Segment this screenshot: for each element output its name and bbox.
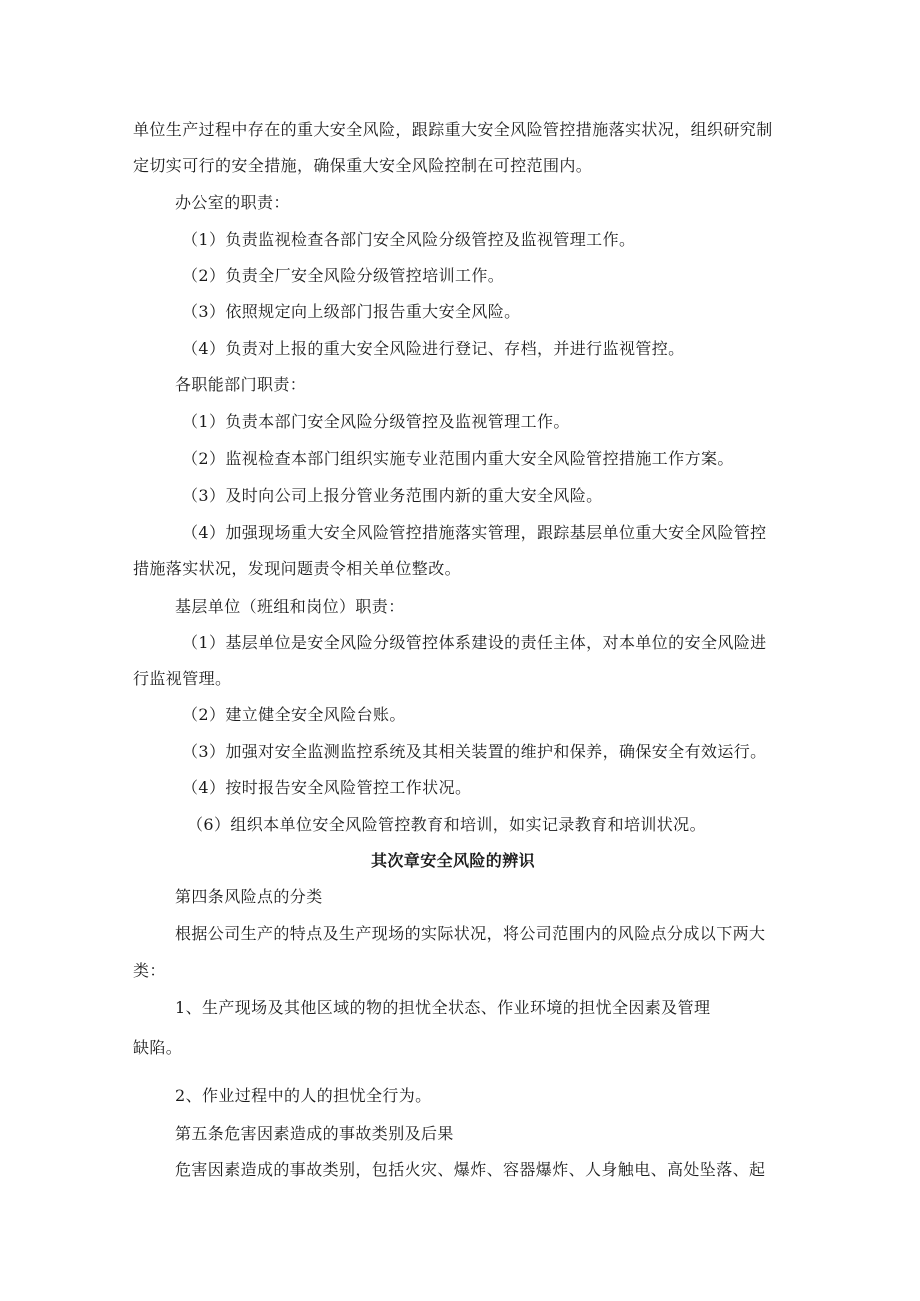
list-item: （3）及时向公司上报分管业务范围内新的重大安全风险。 [182,486,603,505]
list-item: （4）按时报告安全风险管控工作状况。 [182,778,472,797]
list-item: （2）负责全厂安全风险分级管控培训工作。 [182,266,505,285]
section-label: 办公室的职责： [175,193,290,212]
text-line: 1、生产现场及其他区域的物的担忧全状态、作业环境的担忧全因素及管理 [175,998,711,1017]
article-title: 第五条危害因素造成的事故类别及后果 [175,1124,454,1143]
article-title: 第四条风险点的分类 [175,887,323,906]
text-line: 类： [133,961,166,980]
list-item: （4）加强现场重大安全风险管控措施落实管理，跟踪基层单位重大安全风险管控 [182,523,767,542]
list-item: （2）建立健全安全风险台账。 [182,705,406,724]
list-item: （6）组织本单位安全风险管控教育和培训，如实记录教育和培训状况。 [187,815,706,834]
text-line: 定切实可行的安全措施，确保重大安全风险控制在可控范围内。 [133,156,593,175]
section-label: 各职能部门职责： [175,375,307,394]
section-label: 基层单位（班组和岗位）职责： [175,597,405,616]
list-item: （4）负责对上报的重大安全风险进行登记、存档，并进行监视管控。 [182,339,685,358]
text-line: 措施落实状况，发现问题责令相关单位整改。 [133,559,462,578]
text-line: 行监视管理。 [133,669,232,688]
text-line: 根据公司生产的特点及生产现场的实际状况，将公司范围内的风险点分成以下两大 [175,924,766,943]
list-item: （3）依照规定向上级部门报告重大安全风险。 [182,302,521,321]
list-item: （1）基层单位是安全风险分级管控体系建设的责任主体，对本单位的安全风险进 [182,633,767,652]
text-line: 危害因素造成的事故类别，包括火灾、爆炸、容器爆炸、人身触电、高处坠落、起 [175,1160,766,1179]
text-line: 缺陷。 [133,1038,183,1057]
list-item: （1）负责监视检查各部门安全风险分级管控及监视管理工作。 [182,230,636,249]
text-line: 2、作业过程中的人的担忧全行为。 [175,1086,432,1105]
list-item: （1）负责本部门安全风险分级管控及监视管理工作。 [182,412,570,431]
chapter-heading: 其次章安全风险的辨识 [371,851,536,870]
list-item: （2）监视检查本部门组织实施专业范围内重大安全风险管控措施工作方案。 [182,449,734,468]
text-line: 单位生产过程中存在的重大安全风险，跟踪重大安全风险管控措施落实状况，组织研究制 [133,120,773,139]
list-item: （3）加强对安全监测监控系统及其相关装置的维护和保养，确保安全有效运行。 [182,742,767,761]
